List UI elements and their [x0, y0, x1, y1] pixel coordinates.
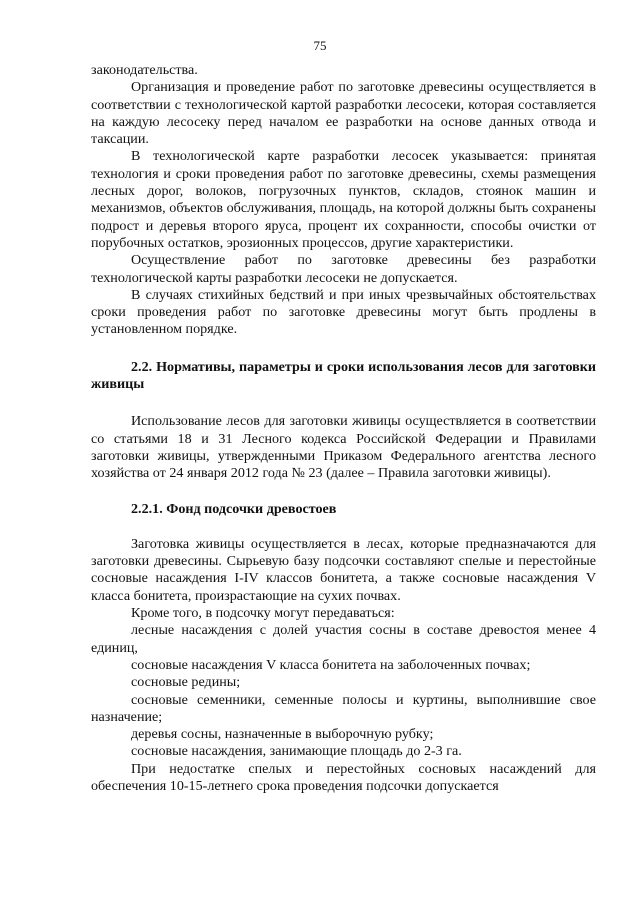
paragraph-additionally: Кроме того, в подсочку могут передаваться:	[131, 605, 395, 622]
list-item: деревья сосны, назначенные в выборочную рубку;	[131, 726, 434, 743]
section-heading-2-2-1: 2.2.1. Фонд подсочки древостоев	[131, 500, 337, 517]
list-item: сосновые семенники, семенные полосы и куртины, выполнившие свое назначение;	[91, 691, 596, 725]
spacer	[91, 518, 596, 536]
paragraph-technology-map: В технологической карте разработки лесосек указывается: принятая технология и сроки проведения работ по заготовке древесины, схемы размещения лесных дорог, волоков, погрузочных пунктов, складов, стоянок машин и механизмов, объектов обслуживания, площадь, на которой должны быть сохранены подрост и деревья второго яруса, процент их сохранности, способы очистки от порубочных остатков, эрозионных процессов, другие характеристики.	[91, 148, 596, 251]
paragraph-organization: Организация и проведение работ по заготовке древесины осуществляется в соответствии с технологической картой разработки лесосеки, которая составляется на каждую лесосеку перед началом ее разработки на основе данных отвода и таксации.	[91, 79, 596, 148]
paragraph-resin-base: Заготовка живицы осуществляется в лесах, которые предназначаются для заготовки древесины. Сырьевую базу подсочки составляют спелые и перестойные сосновые насаждения I-IV классов бонитета, а также сосновые насаждения V класса бонитета, произрастающие на сухих почвах.	[91, 535, 596, 604]
paragraph-resin-usage: Использование лесов для заготовки живицы осуществляется в соответствии со статьями 18 и 31 Лесного кодекса Российской Федерации и Правилами заготовки живицы, утвержденными Приказом Федерального агентства лесного хозяйства от 24 января 2012 года № 23 (далее – Правила заготовки живицы).	[91, 413, 596, 482]
list-item: сосновые насаждения V класса бонитета на заболоченных почвах;	[131, 656, 531, 673]
paragraph-shortage: При недостатке спелых и перестойных сосновых насаждений для обеспечения 10-15-летнего срока проведения подсочки допускается	[91, 760, 596, 794]
page-number: 75	[313, 38, 327, 53]
list-item: лесные насаждения с долей участия сосны в составе древостоя менее 4 единиц,	[91, 622, 596, 656]
paragraph-no-work-without-map: Осуществление работ по заготовке древесины без разработки технологической карты разработки лесосеки не допускается.	[91, 252, 596, 286]
list-item: сосновые насаждения, занимающие площадь до 2-3 га.	[131, 743, 462, 760]
section-heading-2-2: 2.2. Нормативы, параметры и сроки использования лесов для заготовки живицы	[91, 358, 596, 393]
page-content	[91, 62, 596, 795]
spacer	[91, 483, 596, 501]
list-item: сосновые редины;	[131, 674, 241, 691]
spacer	[91, 339, 596, 359]
paragraph-emergency-extension: В случаях стихийных бедствий и при иных чрезвычайных обстоятельствах сроки проведения работ по заготовке древесины могут быть продлены в установленном порядке.	[91, 286, 596, 338]
paragraph-continuation: законодательства.	[91, 62, 198, 78]
spacer	[91, 393, 596, 413]
